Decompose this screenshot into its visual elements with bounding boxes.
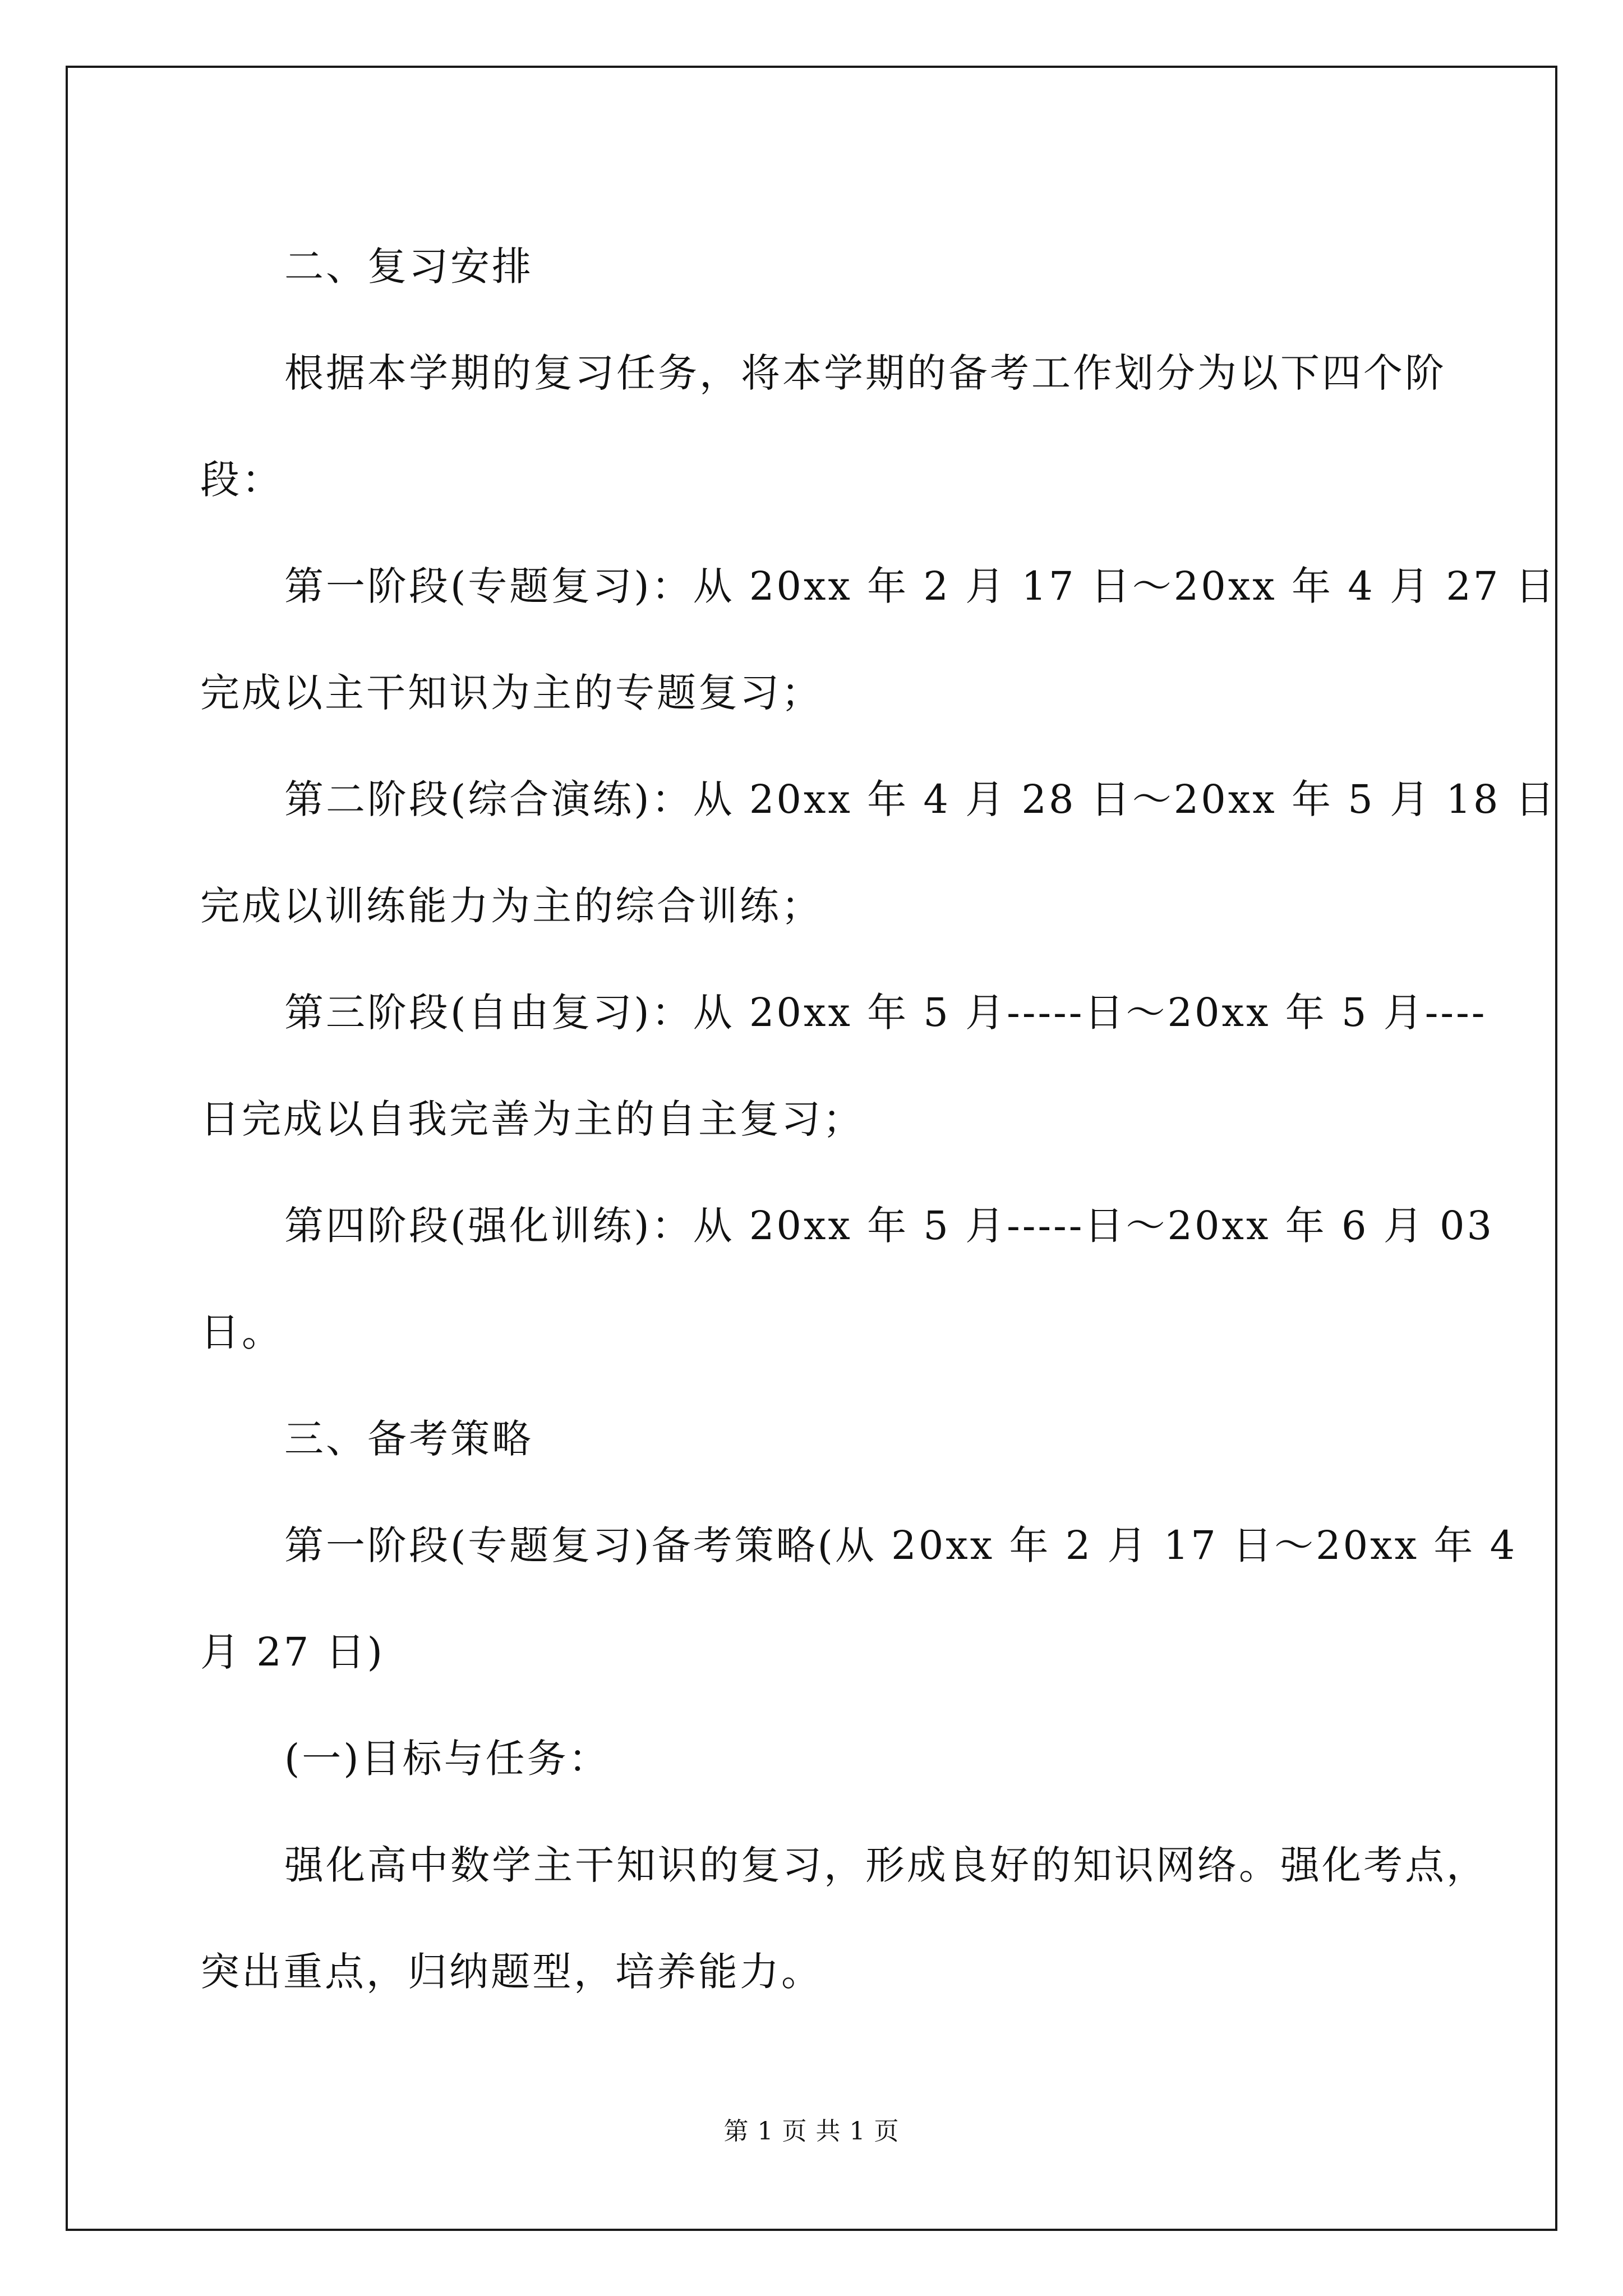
paragraph-line: 日完成以自我完善为主的自主复习； xyxy=(200,1096,864,1142)
paragraph-line: 第二阶段(综合演练)：从 20xx 年 4 月 28 日～20xx 年 5 月 18 日 xyxy=(284,776,1557,822)
paragraph-line: 段： xyxy=(200,457,283,503)
paragraph-line: 日。 xyxy=(200,1309,283,1355)
paragraph-line: 完成以训练能力为主的综合训练； xyxy=(200,883,823,929)
section-heading-strategy: 三、备考策略 xyxy=(284,1416,533,1462)
paragraph-line: 突出重点，归纳题型，培养能力。 xyxy=(200,1949,823,1995)
paragraph-line: 第一阶段(专题复习)备考策略(从 20xx 年 2 月 17 日～20xx 年 4 xyxy=(284,1522,1518,1568)
paragraph-line: 第一阶段(专题复习)：从 20xx 年 2 月 17 日～20xx 年 4 月 27 日 xyxy=(284,563,1557,609)
section-heading-review-schedule: 二、复习安排 xyxy=(284,243,533,289)
paragraph-line: 根据本学期的复习任务，将本学期的备考工作划分为以下四个阶 xyxy=(284,350,1446,396)
subsection-heading-goals: (一)目标与任务： xyxy=(284,1736,610,1782)
paragraph-line: 强化高中数学主干知识的复习，形成良好的知识网络。强化考点， xyxy=(284,1842,1488,1888)
paragraph-line: 第四阶段(强化训练)：从 20xx 年 5 月-----日～20xx 年 6 月 03 xyxy=(284,1203,1495,1249)
paragraph-line: 月 27 日) xyxy=(200,1629,385,1675)
page-footer: 第 1 页 共 1 页 xyxy=(723,2117,900,2146)
paragraph-line: 完成以主干知识为主的专题复习； xyxy=(200,670,823,716)
paragraph-line: 第三阶段(自由复习)：从 20xx 年 5 月-----日～20xx 年 5 月---- xyxy=(284,990,1487,1036)
